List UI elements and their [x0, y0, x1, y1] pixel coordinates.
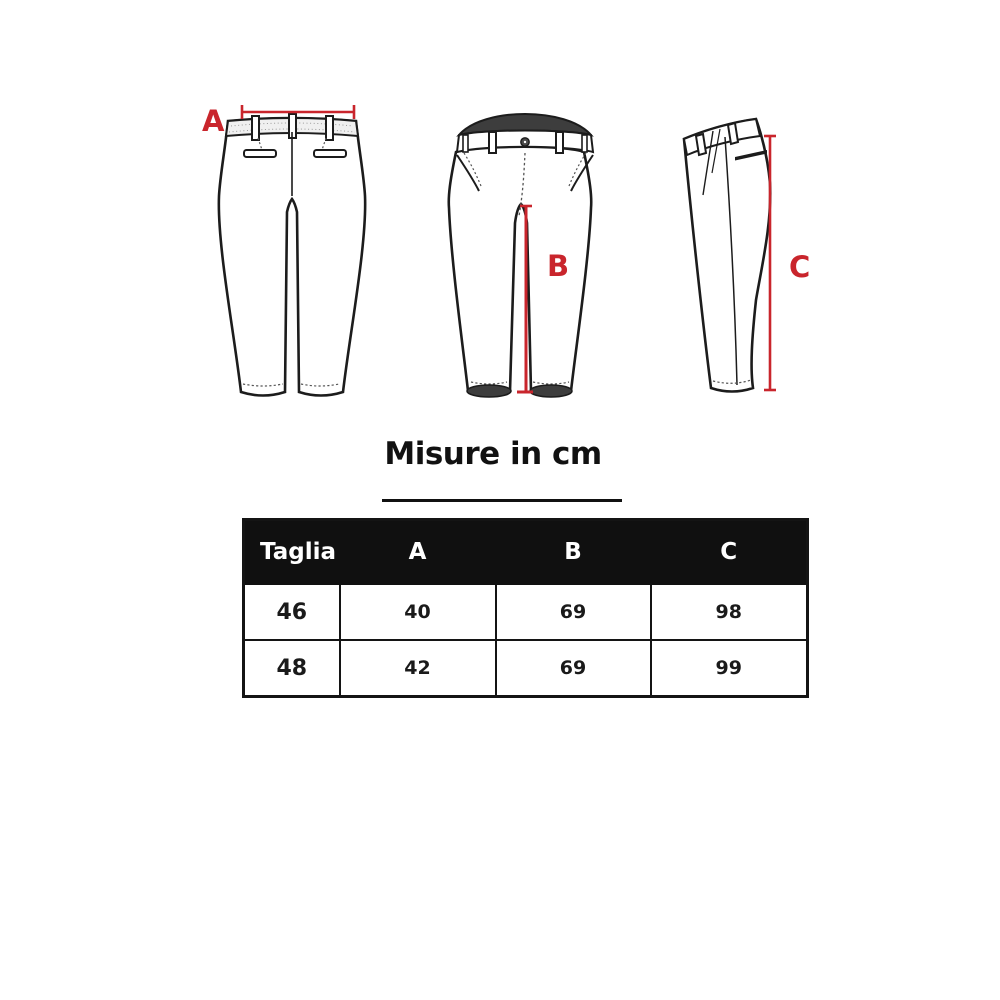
- cell-size: 46: [244, 584, 340, 640]
- header-c: C: [651, 520, 808, 585]
- measure-label-a: A: [202, 104, 225, 138]
- title-underline: [382, 499, 622, 502]
- back-pocket: [314, 150, 346, 157]
- cell-a: 42: [340, 640, 496, 697]
- hem-opening-dark: [467, 385, 511, 397]
- pants-front-view: [443, 95, 638, 410]
- pants-side-view: [663, 105, 823, 420]
- header-a: A: [340, 520, 496, 585]
- measure-label-b: B: [547, 249, 570, 283]
- cell-c: 99: [651, 640, 808, 697]
- belt-loop: [489, 132, 496, 153]
- waist-button-hole: [524, 141, 526, 143]
- header-taglia: Taglia: [244, 520, 340, 585]
- cell-size: 48: [244, 640, 340, 697]
- back-pocket: [244, 150, 276, 157]
- size-table: [242, 518, 809, 698]
- table-header-row: [244, 520, 808, 585]
- cell-b: 69: [496, 584, 651, 640]
- size-row-46: [244, 584, 808, 640]
- cell-a: 40: [340, 584, 496, 640]
- belt-loop: [252, 116, 259, 140]
- pants-front-outline: [449, 147, 591, 395]
- belt-loop: [326, 116, 333, 140]
- size-row-48: [244, 640, 808, 697]
- header-b: B: [496, 520, 651, 585]
- cell-c: 98: [651, 584, 808, 640]
- page-title: Misure in cm: [384, 436, 602, 472]
- pants-back-view: [198, 92, 368, 407]
- belt-loop: [582, 135, 587, 152]
- belt-loop: [696, 134, 706, 155]
- measure-label-c: C: [789, 250, 811, 284]
- hem-opening-dark: [530, 385, 572, 397]
- belt-loop: [463, 135, 468, 152]
- cell-b: 69: [496, 640, 651, 697]
- belt-loop: [728, 123, 738, 144]
- belt-loop: [556, 132, 563, 153]
